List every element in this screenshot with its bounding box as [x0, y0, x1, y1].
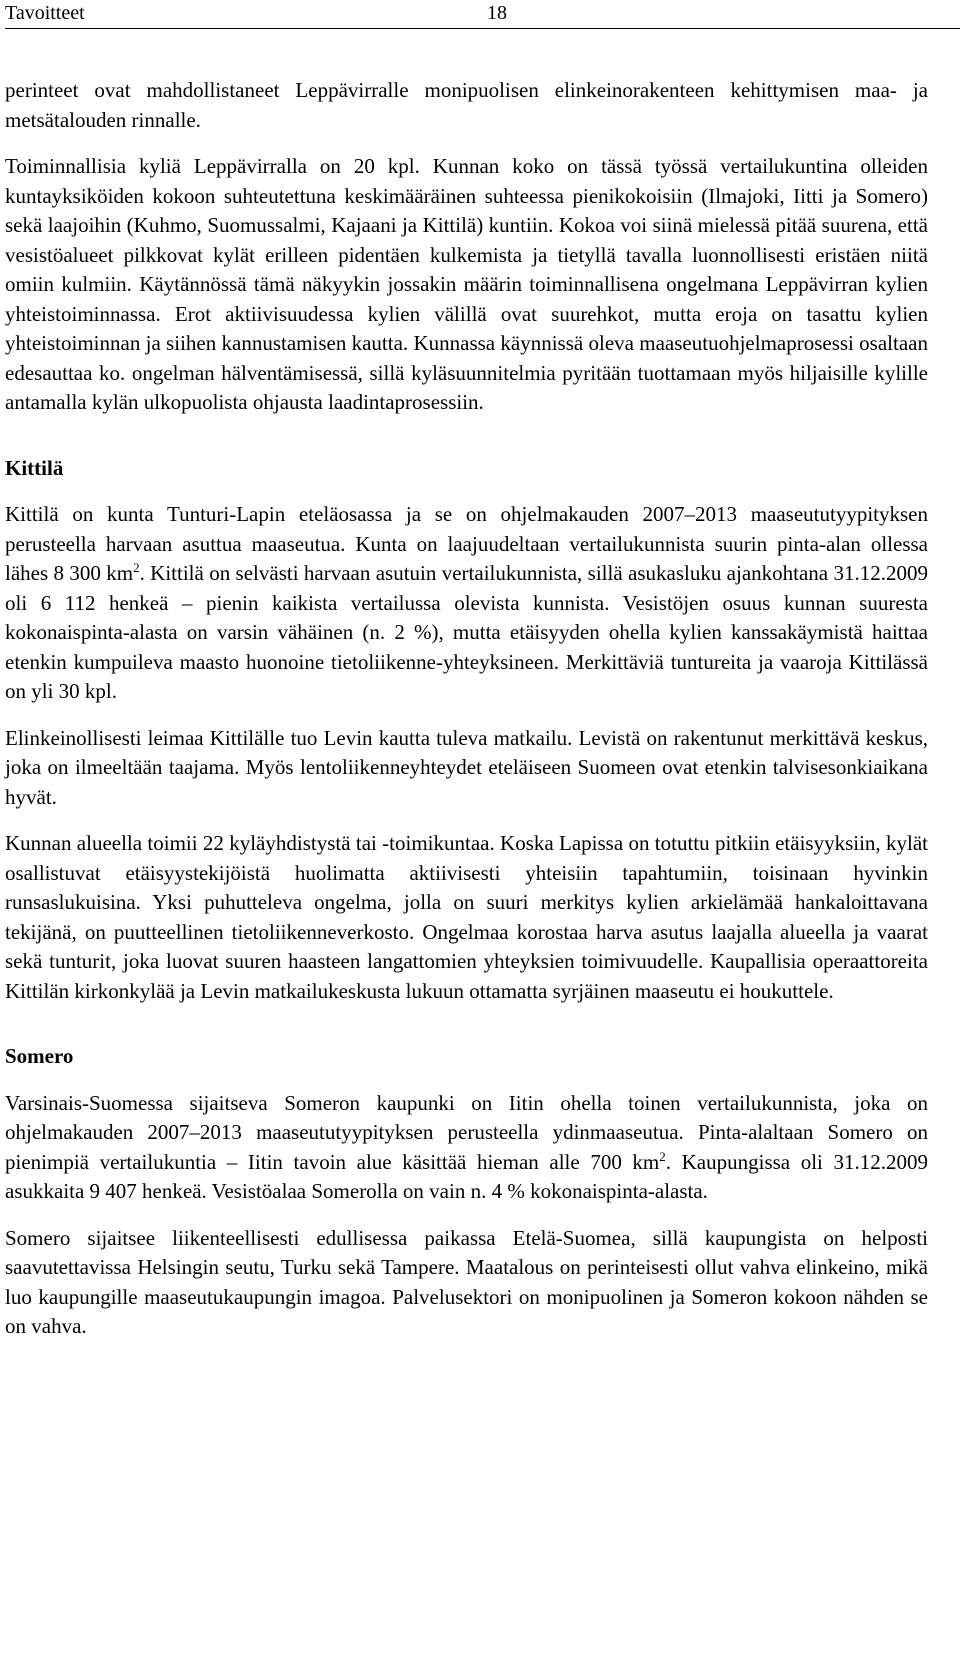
kittila-paragraph-1	[5, 500, 928, 707]
somero-paragraph-1	[5, 1089, 928, 1207]
somero-p1-text: Varsinais-Suomessa sijaitseva Someron kaupunki on Iitin ohella toinen vertailukunnista, joka on ohjelmakauden 2007–2013 maaseututyypityksen perusteella ydinmaaseutua. Pinta-alaltaan Somero on pienimpiä vertailukuntia – Iitin tavoin alue käsittää hieman alle 700 km	[5, 1090, 928, 1174]
somero-p1-superscript: 2	[659, 1148, 666, 1164]
page-number: 18	[487, 2, 507, 24]
section-heading-kittila: Kittilä	[5, 455, 64, 480]
intro-paragraph-1: perinteet ovat mahdollistaneet Leppävirralle monipuolisen elinkeinorakenteen kehittymisen maa- ja metsätalouden rinnalle.	[5, 78, 928, 132]
intro-paragraph-2: Toiminnallisia kyliä Leppävirralla on 20 kpl. Kunnan koko on tässä työssä vertailukuntina olleiden kuntayksiköiden kokoon suhteutettuna keskimääräinen suhteessa pienikokoisiin (Ilmajoki, Iitti ja Somero) sekä laajoihin (Kuhmo, Suomussalmi, Kajaani ja Kittilä) kuntiin. Kokoa voi siinä mielessä pitää suurena, että vesistöalueet pilkkovat kylät erilleen pidentäen kulkemista ja tietyllä tavalla luonnollisesti eristäen niitä omiin kulmiin. Käytännössä tämä näkyykin jossakin määrin toiminnallisena ongelmana Leppävirran kylien yhteistoiminnassa. Erot aktiivisuudessa kylien välillä ovat suurehkot, mutta eroja on tasattu kylien yhteistoiminnan ja siihen kannustamisen kautta. Kunnassa käynnissä oleva maaseutuohjelmaprosessi osaltaan edesauttaa ko. ongelman hälventämisessä, sillä kyläsuunnitelmia pyritään tuottamaan myös hiljaisille kylille antamalla kylän ulkopuolista ohjausta laadintaprosessiin.	[5, 154, 928, 414]
section-heading-somero: Somero	[5, 1044, 74, 1068]
somero-paragraph-2: Somero sijaitsee liikenteellisesti edullisessa paikassa Etelä-Suomea, sillä kaupungista on helposti saavutettavissa Helsingin seutu, Turku sekä Tampere. Maatalous on perinteisesti ollut vahva elinkeino, mikä luo kaupungille maaseutukaupungin imagoa. Palvelusektori on monipuolinen ja Someron kokoon nähden se on vahva.	[5, 1225, 928, 1338]
somero-p1-text-cont: . Kaupungissa oli 31.12.2009 asukkaita 9 407 henkeä. Vesistöalaa Somerolla on vain n. 4 % kokonaispinta-alasta.	[5, 1149, 928, 1203]
kittila-p1-text-cont: . Kittilä on selvästi harvaan asutuin vertailukunnista, sillä asukasluku ajankohtana 31.12.2009 oli 6 112 henkeä – pienin kaikista vertailussa olevista kunnista. Vesistöjen osuus kunnan suuresta kokonaispinta-alasta on varsin vähäinen (n. 2 %), mutta etäisyyden ohella kylien kanssakäymistä haittaa etenkin kumpuileva maasto huonoine tietoliikenne-yhteyksineen. Merkittäviä tuntureita ja vaaroja Kittilässä on yli 30 kpl.	[5, 561, 928, 703]
document-body	[5, 76, 928, 1342]
header-title: Tavoitteet	[5, 2, 85, 24]
running-header	[5, 0, 960, 29]
kittila-paragraph-2: Elinkeinollisesti leimaa Kittilälle tuo Levin kautta tuleva matkailu. Levistä on rakentunut merkittävä keskus, joka on ilmeeltään taajama. Myös lentoliikenneyhteydet eteläiseen Suomeen ovat etenkin talvisesonkiaikana hyvät.	[5, 725, 928, 809]
kittila-paragraph-3: Kunnan alueella toimii 22 kyläyhdistystä tai -toimikuntaa. Koska Lapissa on totuttu pitkiin etäisyyksiin, kylät osallistuvat etäisyystekijöistä huolimatta aktiivisesti yhteisiin tapahtumiin, toisinaan hyvinkin runsaslukuisina. Yksi puhutteleva ongelma, jolla on suuri merkitys kylien arkielämää hankaloittavana tekijänä, on puutteellinen tietoliikenneverkosto. Ongelmaa korostaa harva asutus laajalla alueella ja vaarat sekä tunturit, joka luovat suuren haasteen langattomien yhteyksien toimivuudelle. Kaupallisia operaattoreita Kittilän kirkonkylää ja Levin matkailukeskusta lukuun ottamatta syrjäinen maaseutu ei houkuttele.	[5, 831, 928, 1003]
kittila-p1-superscript: 2	[133, 560, 140, 575]
kittila-p1-text: Kittilä on kunta Tunturi-Lapin eteläosassa ja se on ohjelmakauden 2007–2013 maaseututyypityksen perusteella harvaan asuttua maaseutua. Kunta on laajuudeltaan vertailukunnista suurin pinta-alan ollessa lähes 8 300 km	[5, 502, 928, 585]
